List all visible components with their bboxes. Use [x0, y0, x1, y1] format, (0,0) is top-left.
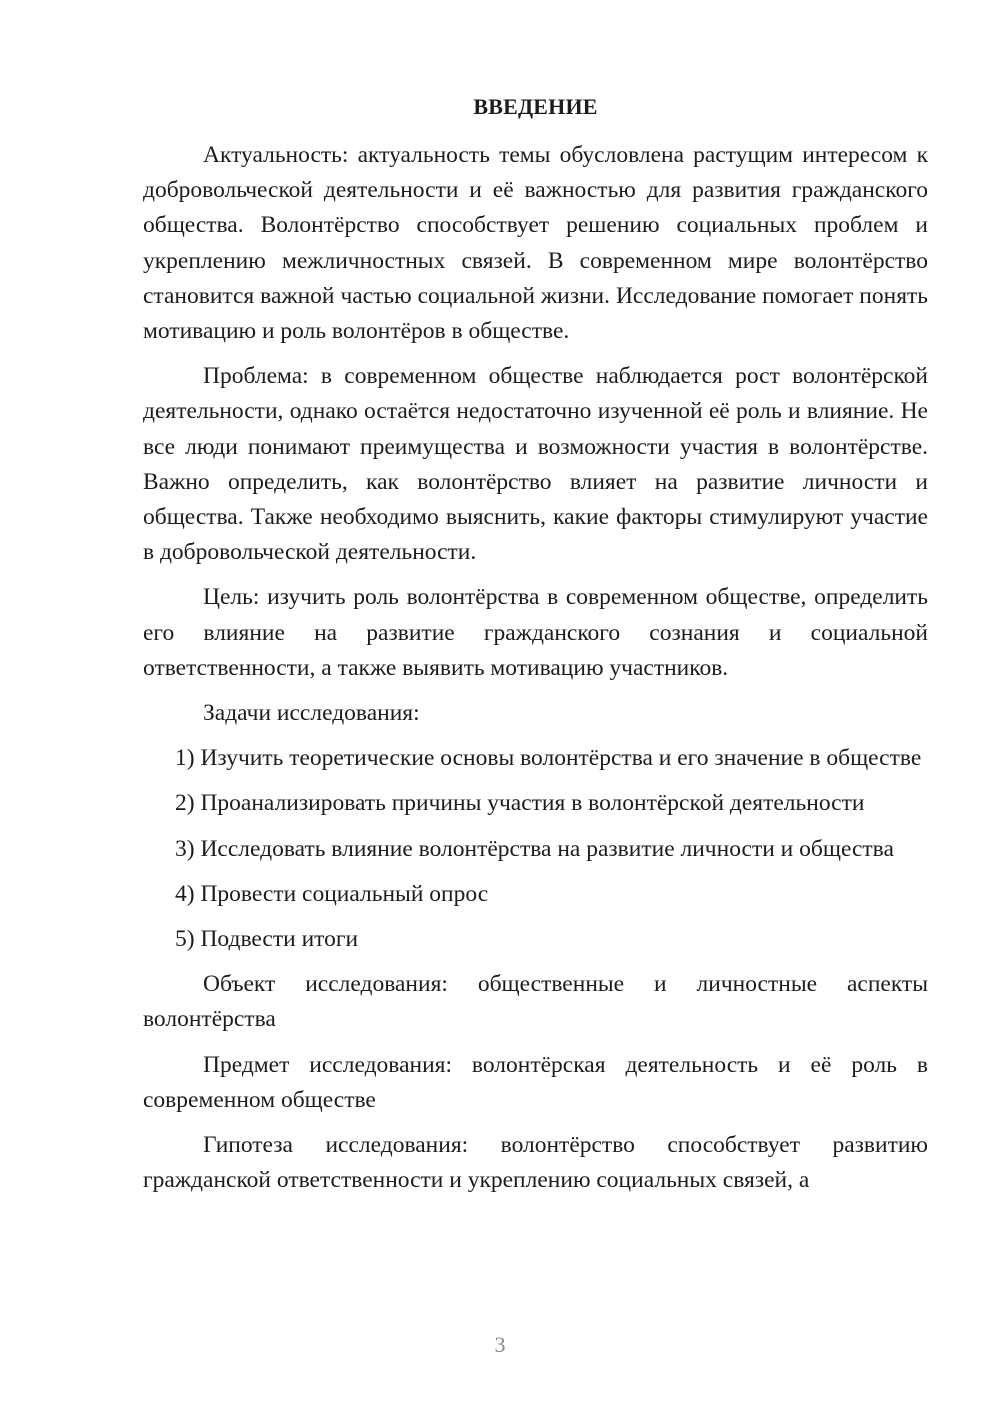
task-item-2: 2) Проанализировать причины участия в волонтёрской деятельности — [175, 790, 865, 817]
section-title: ВВЕДЕНИЕ — [473, 94, 598, 119]
task-item-5: 5) Подвести итоги — [175, 926, 359, 953]
tasks-heading: Задачи исследования: — [203, 700, 420, 727]
task-item-3: 3) Исследовать влияние волонтёрства на развитие личности и общества — [175, 835, 894, 862]
paragraph-hypothesis: Гипотеза исследования: волонтёрство способствует развитию гражданской ответственности и укреплению социальных связей, а — [143, 1132, 928, 1194]
task-item-1: 1) Изучить теоретические основы волонтёрства и его значение в обществе — [175, 745, 922, 772]
paragraph-subject: Предмет исследования: волонтёрская деятельность и её роль в современном обществе — [143, 1051, 928, 1113]
document-body — [143, 92, 928, 1208]
paragraph-goal: Цель: изучить роль волонтёрства в современном обществе, определить его влияние на развитие гражданского сознания и социальной ответственности, а также выявить мотивацию участников. — [143, 584, 928, 681]
paragraph-problem: Проблема: в современном обществе наблюдается рост волонтёрской деятельности, однако остаётся недостаточно изученной её роль и влияние. Не все люди понимают преимущества и возможности участия в волонтёрстве. Важно определить, как волонтёрство влияет на развитие личности и общества. Также необходимо выяснить, какие факторы стимулируют участие в добровольческой деятельности. — [143, 363, 928, 566]
task-item-4: 4) Провести социальный опрос — [175, 880, 489, 907]
page-number: 3 — [494, 1332, 506, 1357]
paragraph-object: Объект исследования: общественные и личностные аспекты волонтёрства — [143, 971, 928, 1033]
paragraph-relevance: Актуальность: актуальность темы обусловлена растущим интересом к добровольческой деятельности и её важностью для развития гражданского общества. Волонтёрство способствует решению социальных проблем и укреплению межличностных связей. В современном мире волонтёрство становится важной частью социальной жизни. Исследование помогает понять мотивацию и роль волонтёров в обществе. — [143, 142, 928, 345]
